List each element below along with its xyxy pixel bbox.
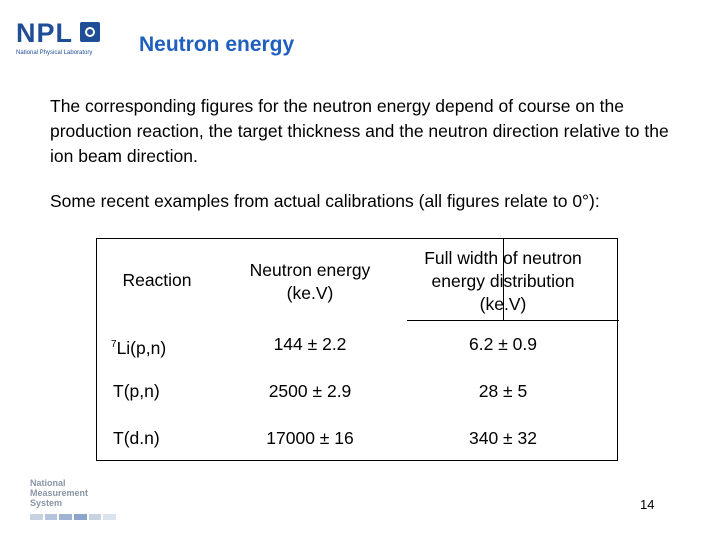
nms-line2: Measurement (30, 488, 89, 498)
header-width-line2: energy distribution (431, 271, 575, 291)
npl-logo-subtitle: National Physical Laboratory (16, 50, 93, 56)
table-row-1-reaction (111, 333, 166, 360)
slide-title: Neutron energy (139, 33, 295, 56)
examples-paragraph: Some recent examples from actual calibrations (all figures relate to 0°): (50, 191, 600, 211)
header-width-line1: Full width of neutron (424, 248, 582, 268)
npl-logo (16, 18, 106, 62)
table-row-2-reaction: T(p,n) (113, 381, 160, 401)
table-row-3-energy: 17000 ± 16 (266, 428, 354, 448)
npl-emblem-icon (80, 22, 100, 42)
intro-paragraph: The corresponding figures for the neutron energy depend of course on the production reaction, the target thickness and the neutron direction relative to the ion beam direction. (50, 96, 669, 166)
page-number: 14 (640, 497, 655, 512)
header-width-line3: (ke.V) (479, 294, 527, 314)
calibration-table (96, 238, 618, 461)
table-row-1-width: 6.2 ± 0.9 (469, 334, 537, 354)
table-divider-horizontal (407, 320, 619, 321)
reaction-superscript: 7 (111, 339, 117, 350)
header-energy-line2: (ke.V) (286, 283, 334, 303)
nms-color-bar (30, 514, 116, 520)
table-row-2-width: 28 ± 5 (478, 381, 528, 401)
nms-line1: National (30, 478, 66, 488)
table-row-2-energy: 2500 ± 2.9 (268, 381, 352, 401)
header-neutron-energy (215, 259, 405, 305)
header-full-width (403, 247, 603, 316)
npl-logo-letters: NPL (16, 18, 73, 48)
header-energy-line1: Neutron energy (249, 260, 371, 280)
nms-line3: System (30, 498, 63, 508)
table-row-1-energy: 144 ± 2.2 (273, 334, 347, 354)
nms-logo (30, 478, 116, 523)
reaction-name: Li(p,n) (116, 337, 167, 358)
table-row-3-width: 340 ± 32 (469, 428, 537, 448)
header-reaction: Reaction (122, 270, 192, 290)
table-row-3-reaction: T(d.n) (113, 428, 160, 448)
